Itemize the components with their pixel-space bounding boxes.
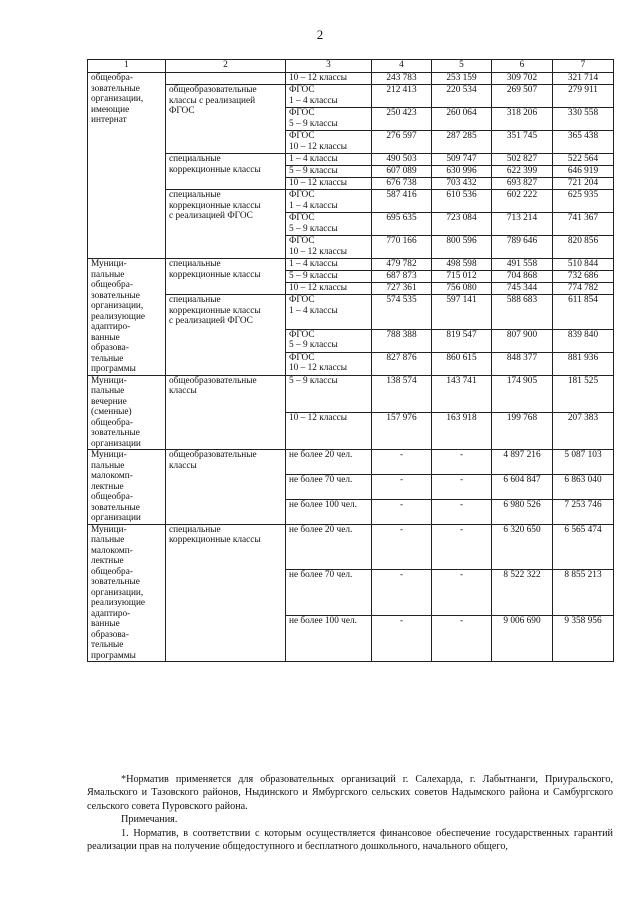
norm-value-cell: 365 438 xyxy=(553,131,614,154)
norm-value-cell: - xyxy=(372,499,432,524)
norm-value-cell: 7 253 746 xyxy=(553,499,614,524)
norm-value-cell: 881 936 xyxy=(553,352,614,375)
header-cell: 3 xyxy=(286,60,372,73)
norm-value-cell: - xyxy=(432,616,492,662)
norm-value-cell: 703 432 xyxy=(432,178,492,190)
grade-range-cell: не более 70 чел. xyxy=(286,474,372,499)
norm-value-cell: 351 745 xyxy=(492,131,553,154)
institution-type-cell: Муници- пальные вечерние (сменные) общеобра- зовательные организации xyxy=(88,375,166,450)
grade-range-cell: не более 100 чел. xyxy=(286,499,372,524)
class-type-cell: специальные коррекционные классы xyxy=(166,524,286,662)
norm-value-cell: 250 423 xyxy=(372,108,432,131)
grade-range-cell: не более 100 чел. xyxy=(286,616,372,662)
norm-value-cell: 6 320 650 xyxy=(492,524,553,570)
norm-value-cell: 848 377 xyxy=(492,352,553,375)
norm-value-cell: 287 285 xyxy=(432,131,492,154)
grade-range-cell: не более 20 чел. xyxy=(286,524,372,570)
page-number: 2 xyxy=(316,27,324,42)
class-type-cell: специальные коррекционные классы xyxy=(166,259,286,295)
norm-value-cell: 622 399 xyxy=(492,166,553,178)
header-row xyxy=(88,60,614,73)
grade-range-cell: ФГОС 10 – 12 классы xyxy=(286,352,372,375)
grade-range-cell: ФГОС 10 – 12 классы xyxy=(286,131,372,154)
grade-range-cell: ФГОС 5 – 9 классы xyxy=(286,213,372,236)
norm-value-cell: 625 935 xyxy=(553,190,614,213)
norm-value-cell: 574 535 xyxy=(372,295,432,330)
norm-value-cell: 587 416 xyxy=(372,190,432,213)
norm-value-cell: 163 918 xyxy=(432,412,492,449)
norm-value-cell: 243 783 xyxy=(372,73,432,85)
norm-value-cell: 693 827 xyxy=(492,178,553,190)
norm-value-cell: - xyxy=(372,474,432,499)
grade-range-cell: 5 – 9 классы xyxy=(286,166,372,178)
table-row xyxy=(88,375,614,412)
norm-value-cell: 220 534 xyxy=(432,85,492,108)
norm-value-cell: 276 597 xyxy=(372,131,432,154)
norm-value-cell: 8 855 213 xyxy=(553,570,614,616)
norm-value-cell: 732 686 xyxy=(553,271,614,283)
norm-value-cell: 756 080 xyxy=(432,283,492,295)
norm-value-cell: - xyxy=(372,524,432,570)
norm-value-cell: 9 006 690 xyxy=(492,616,553,662)
norm-value-cell: 502 827 xyxy=(492,154,553,166)
norm-value-cell: 138 574 xyxy=(372,375,432,412)
grade-range-cell: ФГОС 10 – 12 классы xyxy=(286,236,372,259)
class-type-cell xyxy=(166,73,286,85)
norm-value-cell: 704 868 xyxy=(492,271,553,283)
norm-value-cell: 788 388 xyxy=(372,329,432,352)
norm-value-cell: - xyxy=(432,524,492,570)
header-cell: 2 xyxy=(166,60,286,73)
grade-range-cell: не более 20 чел. xyxy=(286,450,372,475)
norm-value-cell: 800 596 xyxy=(432,236,492,259)
norm-value-cell: 309 702 xyxy=(492,73,553,85)
norm-value-cell: 5 087 103 xyxy=(553,450,614,475)
class-type-cell: специальные коррекционные классы xyxy=(166,154,286,190)
norm-value-cell: 212 413 xyxy=(372,85,432,108)
grade-range-cell: 1 – 4 классы xyxy=(286,259,372,271)
norm-value-cell: 522 564 xyxy=(553,154,614,166)
notes-section xyxy=(87,773,613,853)
norm-value-cell: 607 089 xyxy=(372,166,432,178)
grade-range-cell: ФГОС 5 – 9 классы xyxy=(286,329,372,352)
norm-value-cell: 157 976 xyxy=(372,412,432,449)
norm-value-cell: 143 741 xyxy=(432,375,492,412)
class-type-cell: общеобразовательные классы xyxy=(166,375,286,450)
norm-value-cell: 509 747 xyxy=(432,154,492,166)
norm-value-cell: 611 854 xyxy=(553,295,614,330)
norm-value-cell: 479 782 xyxy=(372,259,432,271)
table-row xyxy=(88,524,614,570)
norm-value-cell: 807 900 xyxy=(492,329,553,352)
header-cell: 5 xyxy=(432,60,492,73)
norm-value-cell: 774 782 xyxy=(553,283,614,295)
grade-range-cell: 5 – 9 классы xyxy=(286,375,372,412)
grade-range-cell: ФГОС 1 – 4 классы xyxy=(286,190,372,213)
norm-value-cell: 491 558 xyxy=(492,259,553,271)
norm-value-cell: 789 646 xyxy=(492,236,553,259)
norm-value-cell: 4 897 216 xyxy=(492,450,553,475)
table-row xyxy=(88,450,614,475)
notes-heading: Примечания. xyxy=(121,814,178,826)
norm-value-cell: 839 840 xyxy=(553,329,614,352)
norm-value-cell: 321 714 xyxy=(553,73,614,85)
norm-value-cell: 695 635 xyxy=(372,213,432,236)
norm-value-cell: - xyxy=(432,570,492,616)
norm-value-cell: 630 996 xyxy=(432,166,492,178)
norm-value-cell: 713 214 xyxy=(492,213,553,236)
norm-value-cell: 6 565 474 xyxy=(553,524,614,570)
norm-value-cell: 820 856 xyxy=(553,236,614,259)
norm-value-cell: 279 911 xyxy=(553,85,614,108)
table-row xyxy=(88,295,614,330)
grade-range-cell: 5 – 9 классы xyxy=(286,271,372,283)
norm-value-cell: 741 367 xyxy=(553,213,614,236)
grade-range-cell: ФГОС 1 – 4 классы xyxy=(286,295,372,330)
institution-type-cell: Муници- пальные малокомп- лектные общеобра- зовательные организации, реализующие адаптиро- ванные образова- тельные программы xyxy=(88,524,166,662)
norm-value-cell: - xyxy=(432,450,492,475)
header-cell: 6 xyxy=(492,60,553,73)
norm-value-cell: 269 507 xyxy=(492,85,553,108)
norm-value-cell: 6 980 526 xyxy=(492,499,553,524)
norm-value-cell: - xyxy=(432,499,492,524)
norm-value-cell: 6 863 040 xyxy=(553,474,614,499)
class-type-cell: общеобразовательные классы с реализацией ФГОС xyxy=(166,85,286,154)
table-row xyxy=(88,190,614,213)
grade-range-cell: 10 – 12 классы xyxy=(286,178,372,190)
note-item-1: 1. Норматив, в соответствии с которым осуществляется финансовое обеспечение государственных гарантий реализации прав на получение общедоступного и бесплатного дошкольного, начального общего, xyxy=(87,827,613,853)
header-cell: 7 xyxy=(553,60,614,73)
norm-value-cell: 199 768 xyxy=(492,412,553,449)
norm-value-cell: 745 344 xyxy=(492,283,553,295)
header-cell: 4 xyxy=(372,60,432,73)
norm-value-cell: 770 166 xyxy=(372,236,432,259)
class-type-cell: общеобразовательные классы xyxy=(166,450,286,525)
norm-value-cell: 490 503 xyxy=(372,154,432,166)
table-row xyxy=(88,259,614,271)
norm-value-cell: 723 084 xyxy=(432,213,492,236)
norm-value-cell: 498 598 xyxy=(432,259,492,271)
institution-type-cell: Муници- пальные общеобра- зовательные организации, реализующие адаптиро- ванные образова- тельные программы xyxy=(88,259,166,376)
class-type-cell: специальные коррекционные классы с реализацией ФГОС xyxy=(166,295,286,376)
norm-value-cell: 8 522 322 xyxy=(492,570,553,616)
financing-norms-table xyxy=(87,59,614,662)
norm-value-cell: 588 683 xyxy=(492,295,553,330)
norm-value-cell: 318 206 xyxy=(492,108,553,131)
institution-type-cell: общеобра- зовательные организации, имеющие интернат xyxy=(88,73,166,259)
norm-value-cell: 510 844 xyxy=(553,259,614,271)
norm-value-cell: - xyxy=(432,474,492,499)
norm-value-cell: 715 012 xyxy=(432,271,492,283)
norm-value-cell: 602 222 xyxy=(492,190,553,213)
norm-value-cell: 687 873 xyxy=(372,271,432,283)
grade-range-cell: 10 – 12 классы xyxy=(286,73,372,85)
norm-value-cell: 6 604 847 xyxy=(492,474,553,499)
class-type-cell: специальные коррекционные классы с реализацией ФГОС xyxy=(166,190,286,259)
norm-value-cell: 610 536 xyxy=(432,190,492,213)
norm-value-cell: 253 159 xyxy=(432,73,492,85)
norm-value-cell: 676 738 xyxy=(372,178,432,190)
norm-value-cell: 330 558 xyxy=(553,108,614,131)
norm-value-cell: 260 064 xyxy=(432,108,492,131)
institution-type-cell: Муници- пальные малокомп- лектные общеобра- зовательные организации xyxy=(88,450,166,525)
header-cell: 1 xyxy=(88,60,166,73)
norm-value-cell: 207 383 xyxy=(553,412,614,449)
norm-value-cell: - xyxy=(372,450,432,475)
norm-value-cell: 597 141 xyxy=(432,295,492,330)
norm-value-cell: 9 358 956 xyxy=(553,616,614,662)
table-row xyxy=(88,85,614,108)
table-row xyxy=(88,154,614,166)
table-row xyxy=(88,73,614,85)
grade-range-cell: 10 – 12 классы xyxy=(286,412,372,449)
grade-range-cell: ФГОС 5 – 9 классы xyxy=(286,108,372,131)
norm-value-cell: - xyxy=(372,570,432,616)
grade-range-cell: не более 70 чел. xyxy=(286,570,372,616)
table-body xyxy=(88,60,614,662)
grade-range-cell: ФГОС 1 – 4 классы xyxy=(286,85,372,108)
norm-value-cell: 819 547 xyxy=(432,329,492,352)
footnote-text: *Норматив применяется для образовательных организаций г. Салехарда, г. Лабытнанги, Приуральского, Ямальского и Тазовского районов, Ныдинского и Ямбургского сельских советов Надымского района и Самбургского сельского совета Пуровского района. xyxy=(87,774,613,812)
norm-value-cell: 727 361 xyxy=(372,283,432,295)
norm-value-cell: 181 525 xyxy=(553,375,614,412)
norm-value-cell: 827 876 xyxy=(372,352,432,375)
norm-value-cell: - xyxy=(372,616,432,662)
norm-value-cell: 860 615 xyxy=(432,352,492,375)
grade-range-cell: 10 – 12 классы xyxy=(286,283,372,295)
norm-value-cell: 721 204 xyxy=(553,178,614,190)
norm-value-cell: 646 919 xyxy=(553,166,614,178)
norm-value-cell: 174 905 xyxy=(492,375,553,412)
grade-range-cell: 1 – 4 классы xyxy=(286,154,372,166)
